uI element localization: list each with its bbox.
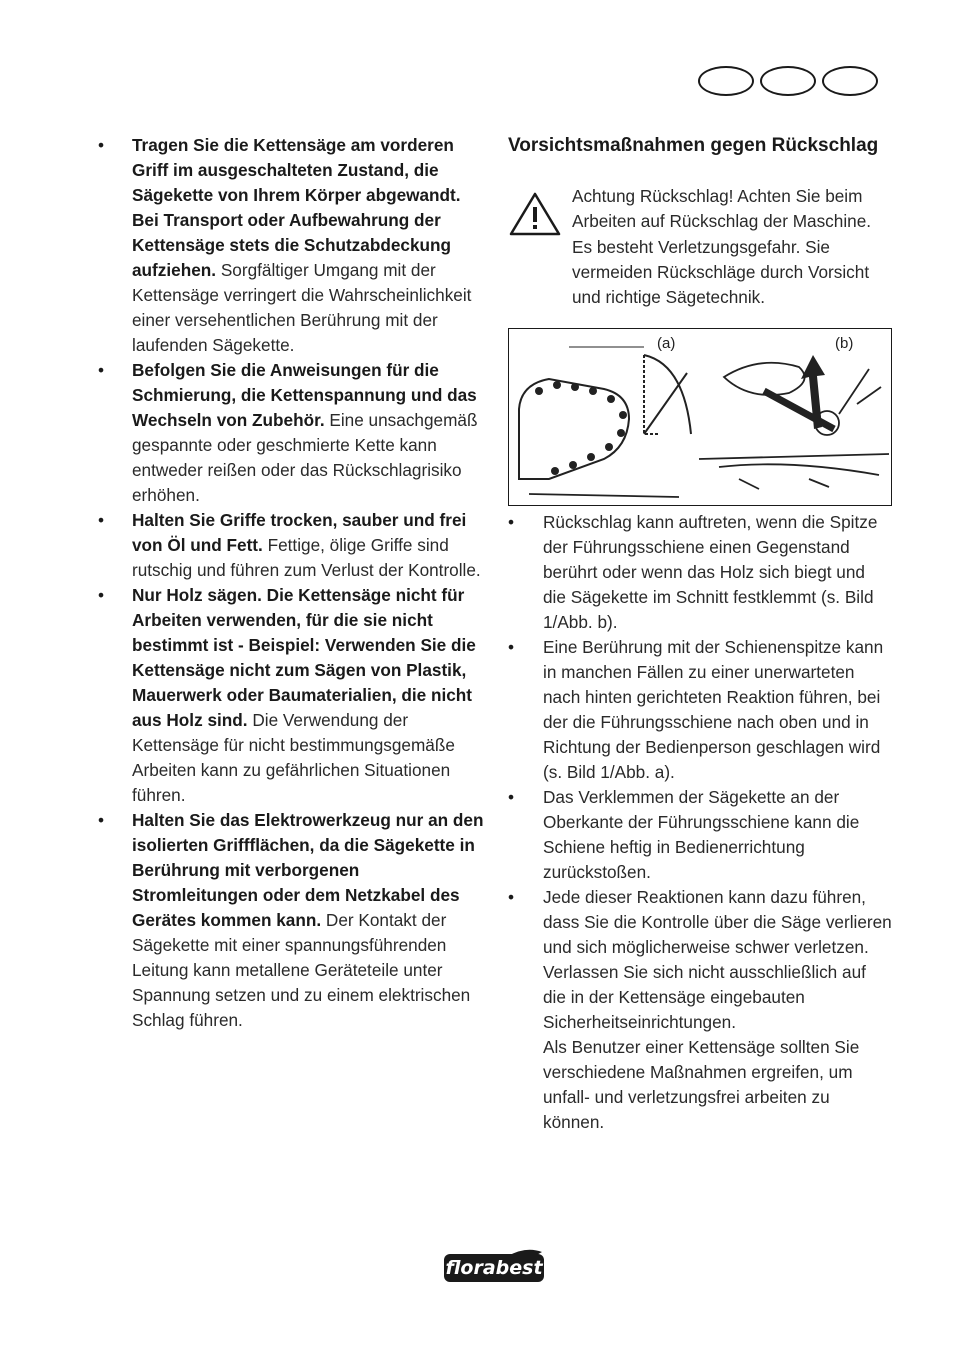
list-item-text: Jede dieser Reaktionen kann dazu führen, dass Sie die Kontrolle über die Säge verlieren und sich möglicherweise schwer verletzen. Verlassen Sie sich nicht ausschließlich auf die in der Kettensäge eingebauten Sicherheitseinrichtungen. [543,887,892,1033]
bullet: • [508,512,515,533]
list-item-text: Das Verklemmen der Sägekette an der Oberkante der Führungsschiene kann die Schiene heftig in Bedienerrichtung zurückstoßen. [543,787,860,883]
kickback-warning [508,184,892,310]
list-item-text: Die Verwendung der Kettensäge für nicht bestimmungsgemäße Arbeiten kann zu gefährlichen Situationen führen. [132,710,455,805]
warning-text: Achtung Rückschlag! Achten Sie beim Arbeiten auf Rückschlag der Maschine. Es besteht Verletzungsgefahr. Sie vermeiden Rückschläge durch Vorsicht und richtige Sägetechnik. [572,186,872,308]
bullet: • [98,810,105,830]
list-item-bold: Tragen Sie die Kettensäge am vorderen Griff im ausgeschalteten Zustand, die Sägekette von Ihrem Körper abgewandt. Bei Transport oder Aufbewahrung der Kettensäge stets die Schutzabdeckung aufziehen. [132,135,461,280]
list-item-text: Eine unsachgemäß gespannte oder geschmierte Kette kann entweder reißen oder das Rückschlagrisiko erhöhen. [132,410,478,505]
list-item-bold: Nur Holz sägen. Die Kettensäge nicht für Arbeiten verwenden, für die sie nicht bestimmt ist - Beispiel: Verwenden Sie die Kettensäge nicht zum Sägen von Plastik, Mauerwerk oder Baumaterialien, die nicht aus Holz sind. [132,585,476,730]
list-item [98,583,486,808]
warning-triangle-icon [508,190,562,245]
figure-label-a: (a) [657,335,676,353]
list-item-text: Sorgfältiger Umgang mit der Kettensäge verringert die Wahrscheinlichkeit einer versehentlichen Berührung mit der laufenden Sägekette. [132,260,472,355]
bullet: • [508,637,515,658]
section-title: Vorsichtsmaßnahmen gegen Rückschlag [508,135,879,156]
figure-label-b: (b) [835,335,854,353]
language-oval-2 [760,66,816,96]
left-column [98,133,486,1033]
list-item [508,785,892,885]
florabest-logo [438,1246,550,1288]
bullet: • [508,787,515,808]
logo-wordmark: florabest [444,1254,544,1282]
continuation-text: Als Benutzer einer Kettensäge sollten Sie verschiedene Maßnahmen ergreifen, um unfall- und verletzungsfrei arbeiten zu können. [543,1037,860,1133]
list-item [508,885,892,1035]
list-item-text: Rückschlag kann auftreten, wenn die Spitze der Führungsschiene einen Gegenstand berührt oder wenn das Holz sich biegt und die Sägekette im Schnitt festklemmt (s. Bild 1/Abb. b). [543,512,878,633]
language-oval-1 [698,66,754,96]
bullet: • [98,585,105,605]
bullet: • [98,360,105,380]
list-item-text: Eine Berührung mit der Schienenspitze kann in manchen Fällen zu einer unerwarteten nach hinten gerichteten Reaktion führen, bei der die Führungsschiene nach oben und in Richtung der Bedienperson geschlagen wird (s. Bild 1/Abb. a). [543,637,884,783]
list-item [508,635,892,785]
bullet: • [98,135,105,155]
list-item-bold: Halten Sie Griffe trocken, sauber und frei von Öl und Fett. [132,510,467,555]
kickback-figure [508,328,892,506]
list-item [98,133,486,358]
list-item-bold: Befolgen Sie die Anweisungen für die Schmierung, die Kettenspannung und das Wechseln von Zubehör. [132,360,477,430]
list-item-text: Fettige, ölige Griffe sind rutschig und führen zum Verlust der Kontrolle. [132,535,481,580]
list-item-bold: Halten Sie das Elektrowerkzeug nur an den isolierten Griffflächen, da die Sägekette in Berührung mit verborgenen Stromleitungen oder dem Netzkabel des Gerätes kommen kann. [132,810,484,930]
language-oval-3 [822,66,878,96]
right-column [508,133,892,1135]
bullet: • [98,510,105,530]
bullet: • [508,887,515,908]
list-item [98,358,486,508]
kickback-illustration [509,329,893,507]
language-ovals [698,66,878,96]
list-item-text: Der Kontakt der Sägekette mit einer spannungsführenden Leitung kann metallene Geräteteile unter Spannung setzen und zu einem elektrischen Schlag führen. [132,910,471,1030]
list-item [98,508,486,583]
list-item [508,510,892,635]
list-item [98,808,486,1033]
